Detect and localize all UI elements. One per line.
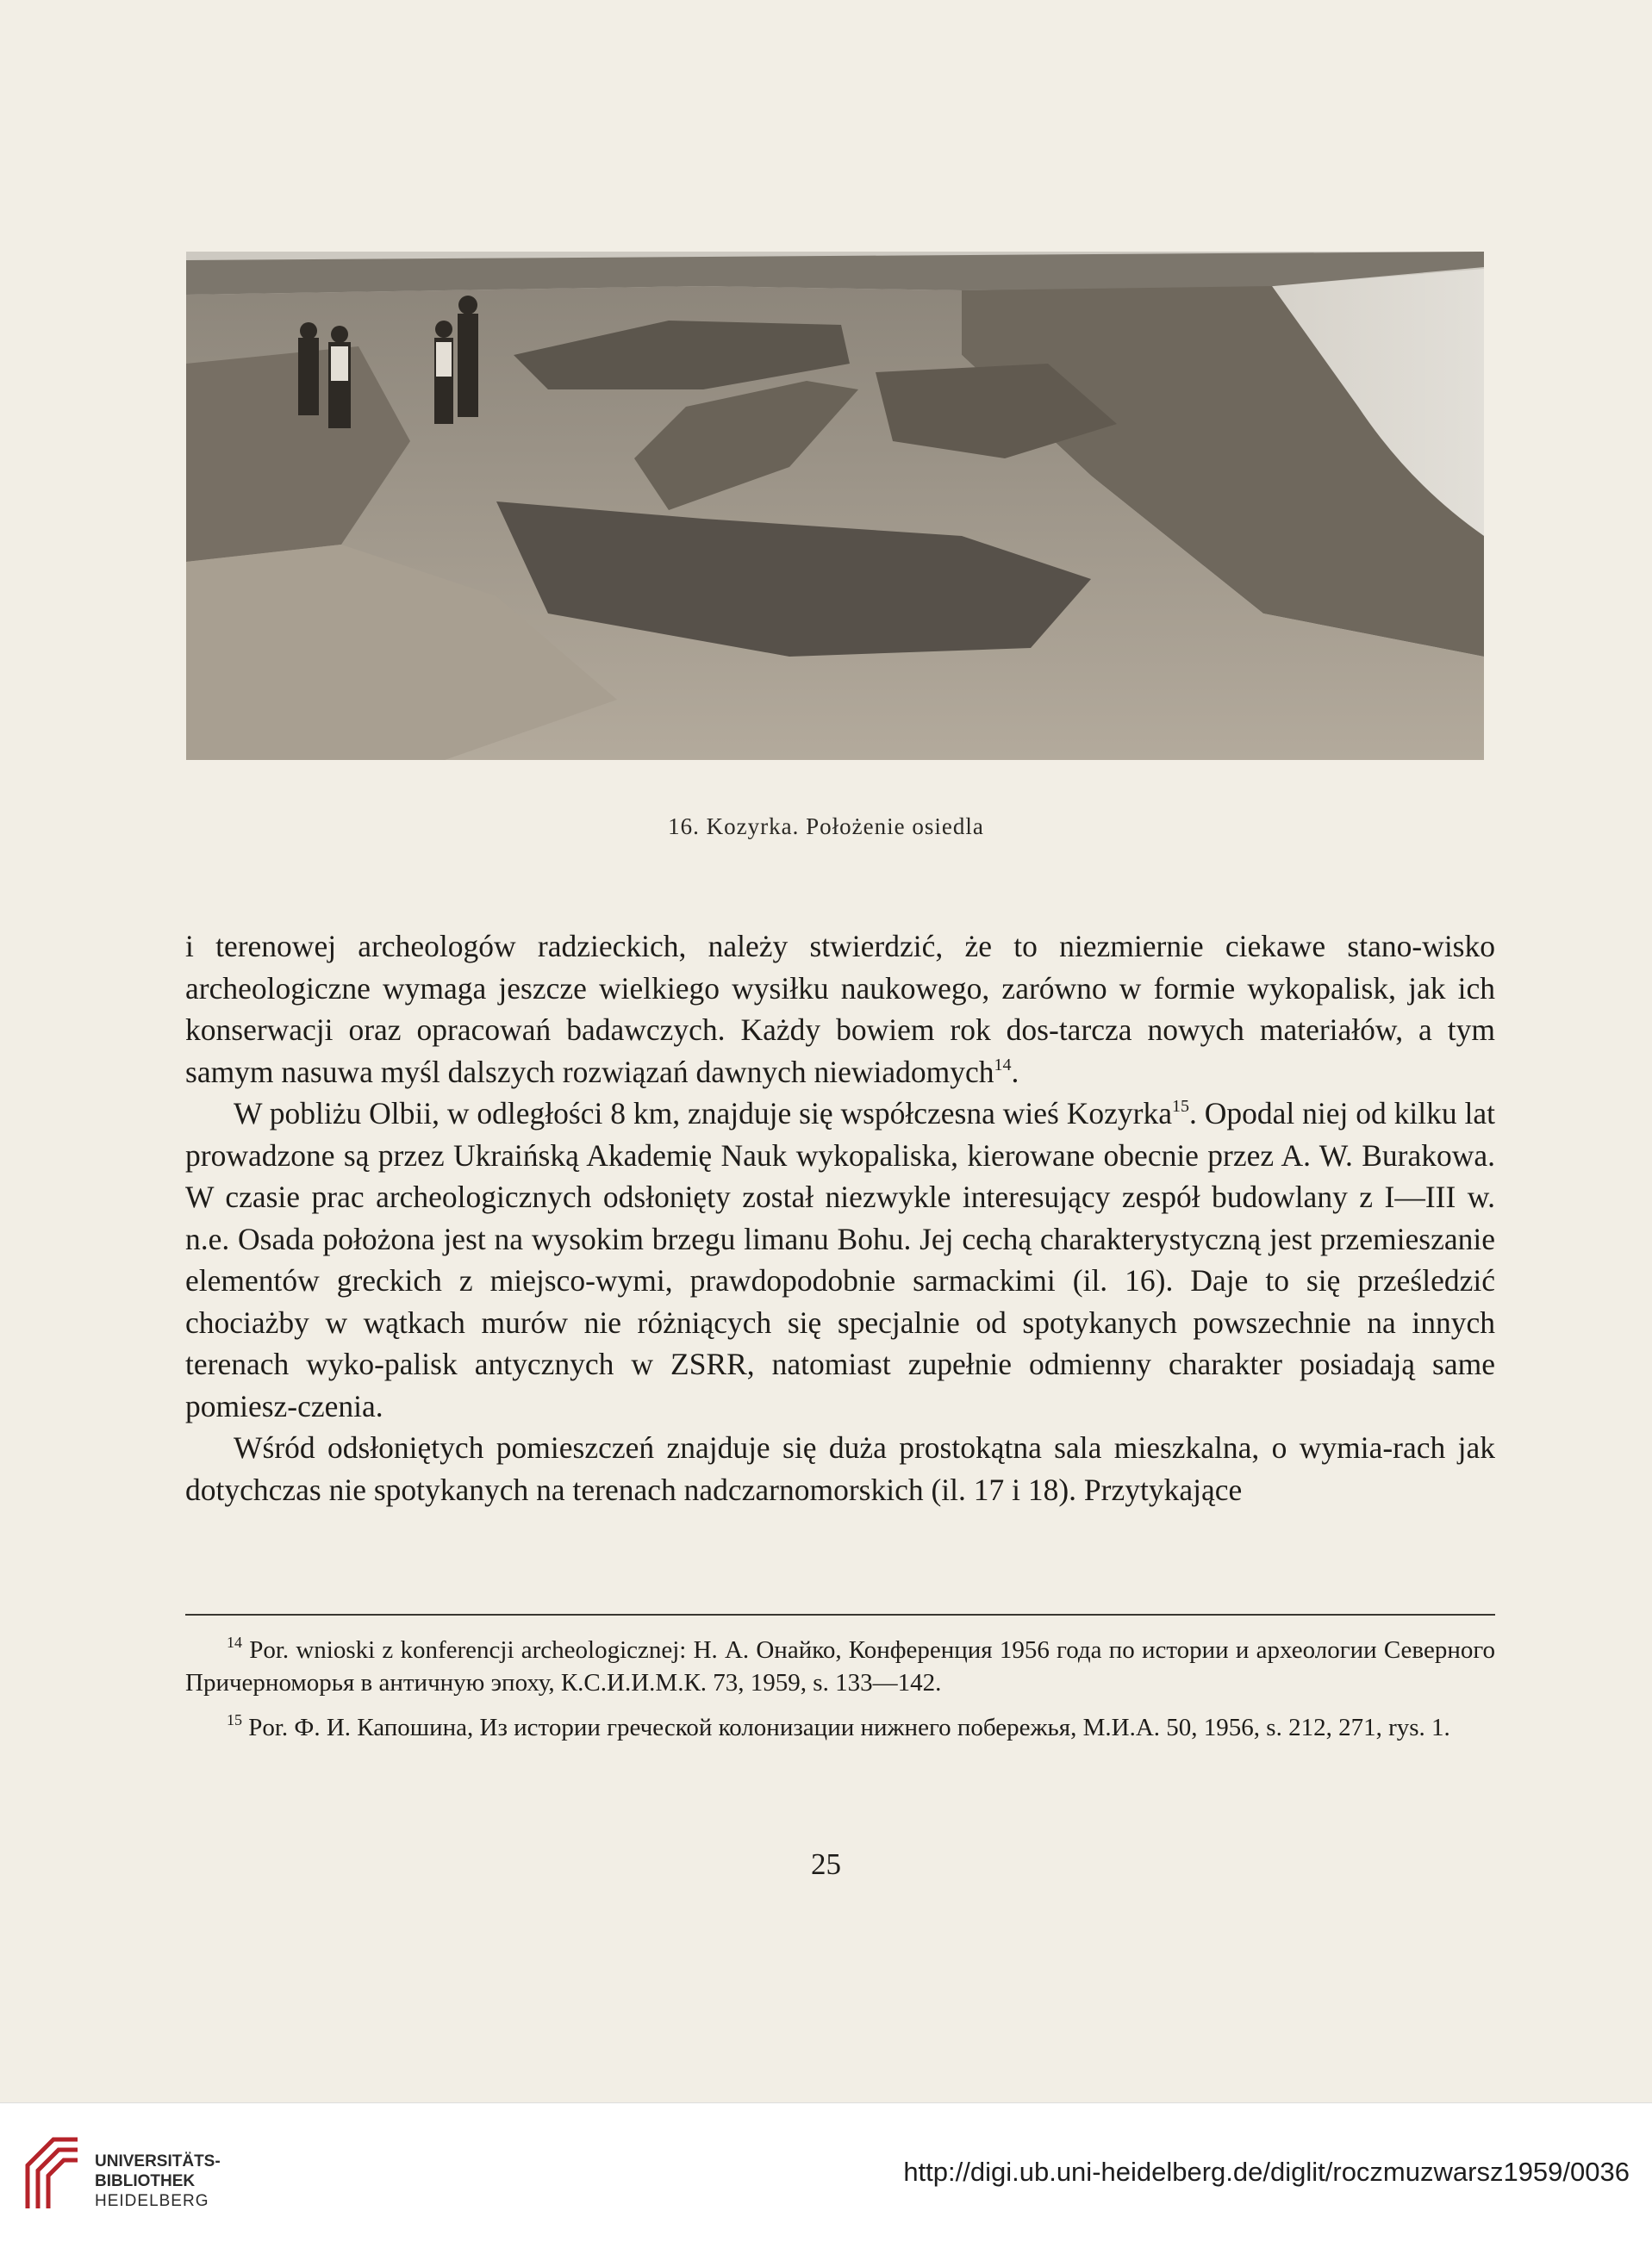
footnote-number: 15	[227, 1711, 242, 1728]
footnote-15	[185, 1711, 1495, 1744]
footnote-number: 14	[227, 1634, 242, 1651]
footnote-ref-14[interactable]: 14	[994, 1055, 1012, 1074]
footnote-separator	[185, 1614, 1495, 1616]
footnotes	[185, 1634, 1495, 1756]
footnote-text: Por. wnioski z konferencji archeologicznej: Н. А. Онайко, Конференция 1956 года по истории и археологии Северного Причерноморья в античную эпоху, К.С.И.И.М.К. 73, 1959, s. 133—142.	[185, 1636, 1496, 1697]
body-text	[185, 925, 1495, 1510]
paragraph-2-rest: . Opodal niej od kilku lat prowadzone są przez Ukraińską Akademię Nauk wykopaliska, kierowane obecnie przez A. W. Burakowa. W czasie prac archeologicznych odsłonięty został niezwykle interesujący zespół budowlany z I—III w. n.e. Osada położona jest na wysokim brzegu limanu Bohu. Jej cechą charakterystyczną jest przemieszanie elementów greckich z miejsco-wymi, prawdopodobnie sarmackimi (il. 16). Daje to się prześledzić chociażby w wątkach murów nie różniących się specjalnie od spotykanych powszechnie na innych terenach wyko-palisk antycznych w ZSRR, natomiast zupełnie odmienny charakter posiadają same pomiesz-czenia.	[185, 1096, 1495, 1423]
footnote-14	[185, 1634, 1495, 1699]
footnote-text: Por. Ф. И. Капошина, Из истории греческой колонизации нижнего побережья, М.И.А. 50, 1956, s. 212, 271, rys. 1.	[248, 1714, 1450, 1741]
paragraph-3: Wśród odsłoniętych pomieszczeń znajduje się duża prostokątna sala mieszkalna, o wymia-rach jak dotychczas nie spotykanych na terenach nadczarnomorskich (il. 17 i 18). Przytykające	[185, 1430, 1495, 1507]
paragraph-1	[185, 925, 1495, 1093]
photo-image	[186, 252, 1484, 760]
paragraph-1-text: i terenowej archeologów radzieckich, należy stwierdzić, że to niezmiernie ciekawe stano-wisko archeologiczne wymaga jeszcze wielkiego wysiłku naukowego, zarówno w formie wykopalisk, jak ich konserwacji oraz opracowań badawczych. Każdy bowiem rok dos-tarcza nowych materiałów, a tym samym nasuwa myśl dalszych rozwiązań dawnych niewiadomych	[185, 929, 1495, 1089]
figure-caption: 16. Kozyrka. Położenie osiedla	[668, 813, 984, 839]
excavation-photograph	[186, 252, 1484, 760]
library-name-line-3: HEIDELBERG	[95, 2192, 209, 2210]
paragraph-2	[185, 1093, 1495, 1427]
library-name-line-1: UNIVERSITÄTS-	[95, 2152, 221, 2170]
footnote-ref-15[interactable]: 15	[1171, 1097, 1189, 1116]
digitization-footer	[0, 2102, 1652, 2242]
library-name-line-2: BIBLIOTHEK	[95, 2172, 196, 2190]
page-number: 25	[811, 1847, 841, 1881]
source-url-link[interactable]: http://digi.ub.uni-heidelberg.de/diglit/roczmuzwarsz1959/0036	[903, 2157, 1630, 2187]
library-name	[95, 2152, 221, 2211]
paragraph-2-text: W pobliżu Olbii, w odległości 8 km, znajduje się współczesna wieś Kozyrka	[234, 1096, 1172, 1130]
library-logo-icon	[24, 2136, 81, 2212]
paragraph-1-end: .	[1011, 1054, 1019, 1089]
